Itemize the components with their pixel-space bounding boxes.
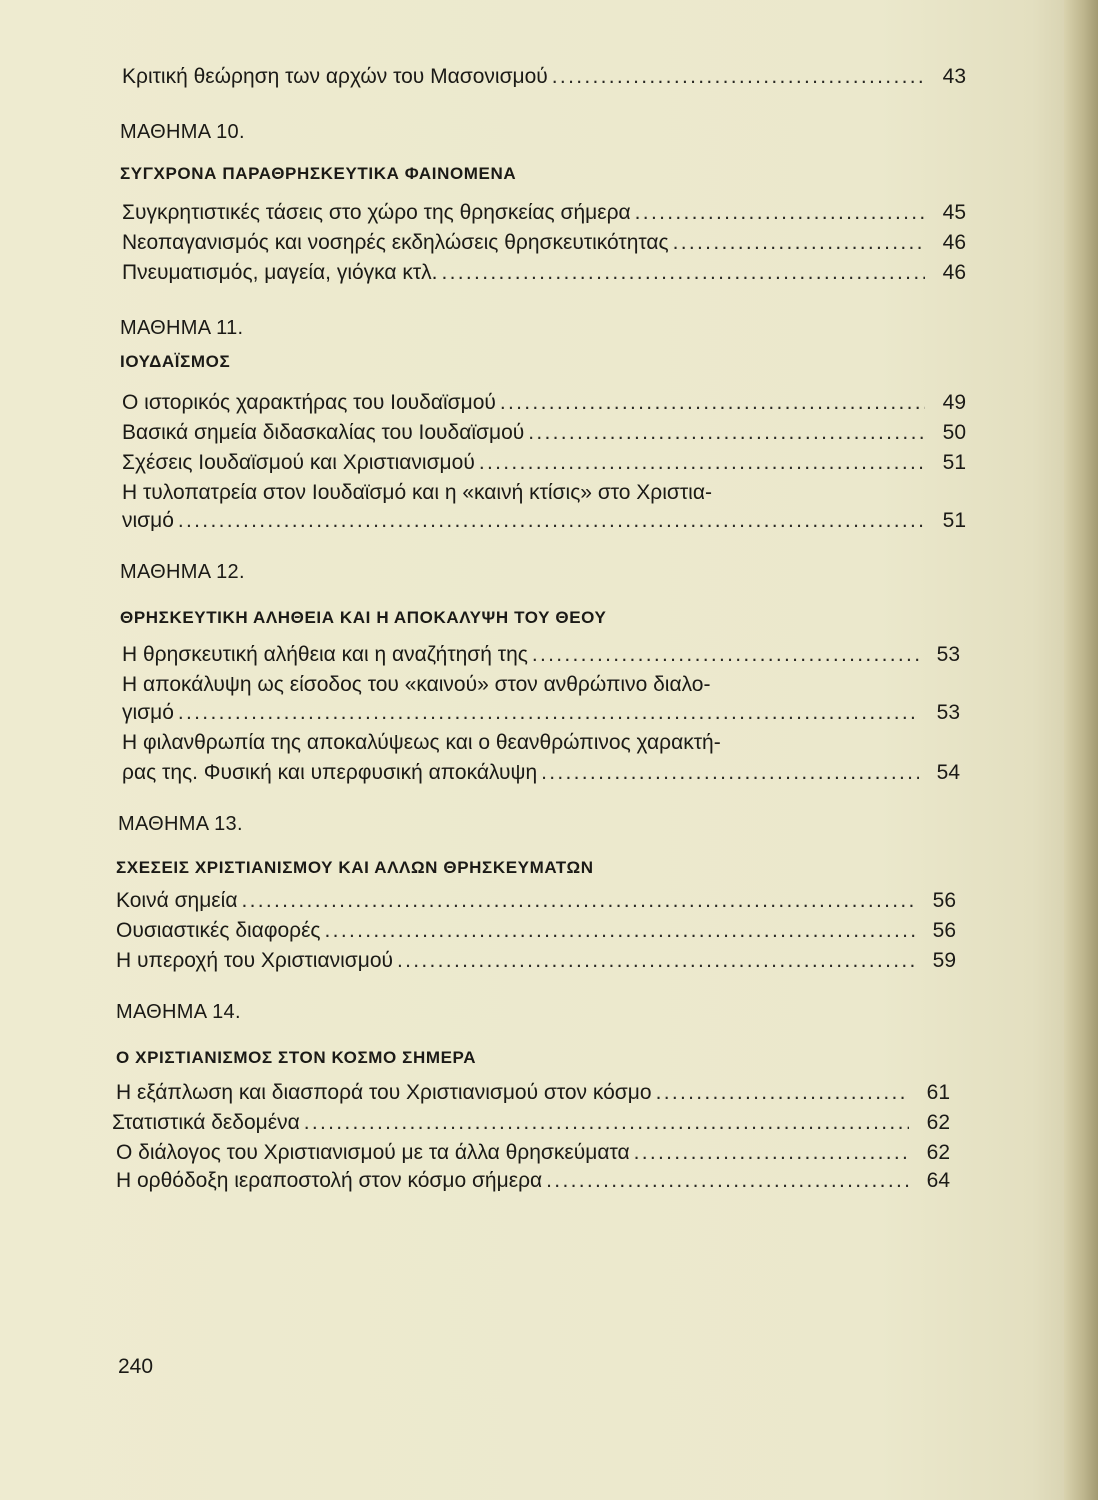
toc-entry-page: 56 xyxy=(932,919,956,942)
lesson-heading: ΣΥΓΧΡΟΝΑ ΠΑΡΑΘΡΗΣΚΕΥΤΙΚΑ ΦΑΙΝΟΜΕΝΑ xyxy=(120,164,517,183)
toc-entry-title: Νεοπαγανισμός και νοσηρές εκδηλώσεις θρησκευτικότητας xyxy=(122,231,669,254)
toc-entry-title-line: Η αποκάλυψη ως είσοδος του «καινού» στον ανθρώπινο διαλο- xyxy=(122,673,711,696)
toc-entry-page: 62 xyxy=(926,1141,950,1164)
toc-entry-page: 53 xyxy=(936,701,960,724)
leader-dots xyxy=(178,698,919,728)
toc-entry-page: 61 xyxy=(926,1081,950,1104)
toc-entry-title: γισμό xyxy=(122,701,174,724)
toc-entry-title: Βασικά σημεία διδασκαλίας του Ιουδαϊσμού xyxy=(122,421,525,444)
toc-entry xyxy=(122,698,960,728)
lesson-heading: ΣΧΕΣΕΙΣ ΧΡΙΣΤΙΑΝΙΣΜΟΥ ΚΑΙ ΑΛΛΩΝ ΘΡΗΣΚΕΥΜΑΤΩΝ xyxy=(116,858,594,877)
lesson-label: ΜΑΘΗΜΑ 14. xyxy=(116,1001,241,1023)
toc-entry-title-line: Η φιλανθρωπία της αποκαλύψεως και ο θεανθρώπινος χαρακτή- xyxy=(122,731,721,754)
toc-entry-page: 53 xyxy=(936,643,960,666)
leader-dots xyxy=(634,1138,909,1168)
toc-entry-title: Η ορθόδοξη ιεραποστολή στον κόσμο σήμερα xyxy=(116,1169,543,1192)
leader-dots xyxy=(442,258,925,288)
toc-entry xyxy=(116,946,956,976)
lesson-label: ΜΑΘΗΜΑ 10. xyxy=(120,121,245,143)
toc-entry xyxy=(116,886,956,916)
leader-dots xyxy=(325,916,915,946)
toc-entry-title: Η εξάπλωση και διασπορά του Χριστιανισμού στον κόσμο xyxy=(116,1081,652,1104)
toc-entry-page: 54 xyxy=(936,761,960,784)
toc-entry-title: νισμό xyxy=(122,509,174,532)
leader-dots xyxy=(304,1108,909,1138)
leader-dots xyxy=(500,388,925,418)
leader-dots xyxy=(541,758,919,788)
toc-entry-page: 64 xyxy=(926,1169,950,1192)
toc-entry-title: Συγκρητιστικές τάσεις στο χώρο της θρησκείας σήμερα xyxy=(122,201,631,224)
toc-entry xyxy=(122,228,966,258)
leader-dots xyxy=(673,228,925,258)
toc-entry xyxy=(122,198,966,228)
toc-entry xyxy=(122,418,966,448)
leader-dots xyxy=(528,418,924,448)
toc-entry xyxy=(122,258,966,288)
toc-entry-title: Στατιστικά δεδομένα xyxy=(112,1111,300,1134)
lesson-heading: ΙΟΥΔΑΪΣΜΟΣ xyxy=(120,352,231,371)
leader-dots xyxy=(635,198,925,228)
page-number: 240 xyxy=(118,1355,154,1378)
toc-entry xyxy=(122,640,960,670)
leader-dots xyxy=(479,448,925,478)
toc-entry-title: Η υπεροχή του Χριστιανισμού xyxy=(116,949,393,972)
toc-entry-page: 45 xyxy=(942,201,966,224)
toc-entry-title: ρας της. Φυσική και υπερφυσική αποκάλυψη xyxy=(122,761,538,784)
toc-entry-title: Σχέσεις Ιουδαϊσμού και Χριστιανισμού xyxy=(122,451,475,474)
toc-entry xyxy=(116,1138,950,1168)
toc-entry-title: Ουσιαστικές διαφορές xyxy=(116,919,321,942)
toc-entry-page: 50 xyxy=(942,421,966,444)
leader-dots xyxy=(656,1078,909,1108)
lesson-heading: ΘΡΗΣΚΕΥΤΙΚΗ ΑΛΗΘΕΙΑ ΚΑΙ Η ΑΠΟΚΑΛΥΨΗ ΤΟΥ ΘΕΟΥ xyxy=(120,608,607,627)
toc-entry-title: Ο ιστορικός χαρακτήρας του Ιουδαϊσμού xyxy=(122,391,496,414)
leader-dots xyxy=(241,886,914,916)
toc-entry-page: 46 xyxy=(942,231,966,254)
toc-entry-title: Η θρησκευτική αλήθεια και η αναζήτησή της xyxy=(122,643,528,666)
leader-dots xyxy=(397,946,915,976)
toc-entry-page: 51 xyxy=(942,451,966,474)
toc-entry-title-line: Η τυλοπατρεία στον Ιουδαϊσμό και η «καινή κτίσις» στο Χριστια- xyxy=(122,481,712,504)
toc-entry-page: 59 xyxy=(932,949,956,972)
toc-entry-page: 43 xyxy=(942,65,966,88)
toc-entry-page: 46 xyxy=(942,261,966,284)
lesson-heading: Ο ΧΡΙΣΤΙΑΝΙΣΜΟΣ ΣΤΟΝ ΚΟΣΜΟ ΣΗΜΕΡΑ xyxy=(116,1048,477,1067)
toc-entry xyxy=(122,506,966,536)
toc-entry xyxy=(112,1108,950,1138)
toc-entry-page: 51 xyxy=(942,509,966,532)
toc-entry-title: Ο διάλογος του Χριστιανισμού με τα άλλα θρησκεύματα xyxy=(116,1141,630,1164)
toc-entry xyxy=(122,62,966,92)
toc-entry-page: 49 xyxy=(942,391,966,414)
toc-entry xyxy=(116,1166,950,1196)
toc-entry-page: 62 xyxy=(926,1111,950,1134)
lesson-label: ΜΑΘΗΜΑ 13. xyxy=(118,813,243,835)
toc-entry xyxy=(122,758,960,788)
toc-entry xyxy=(116,1078,950,1108)
toc-entry-title: Πνευματισμός, μαγεία, γιόγκα κτλ. xyxy=(122,261,438,284)
leader-dots xyxy=(178,506,925,536)
lesson-label: ΜΑΘΗΜΑ 11. xyxy=(120,317,244,339)
toc-entry-page: 56 xyxy=(932,889,956,912)
toc-entry xyxy=(116,916,956,946)
toc-entry-title: Κριτική θεώρηση των αρχών του Μασονισμού xyxy=(122,65,548,88)
lesson-label: ΜΑΘΗΜΑ 12. xyxy=(120,561,245,583)
leader-dots xyxy=(552,62,925,92)
leader-dots xyxy=(546,1166,908,1196)
toc-entry-title: Κοινά σημεία xyxy=(116,889,238,912)
toc-entry xyxy=(122,448,966,478)
leader-dots xyxy=(532,640,919,670)
toc-entry xyxy=(122,388,966,418)
